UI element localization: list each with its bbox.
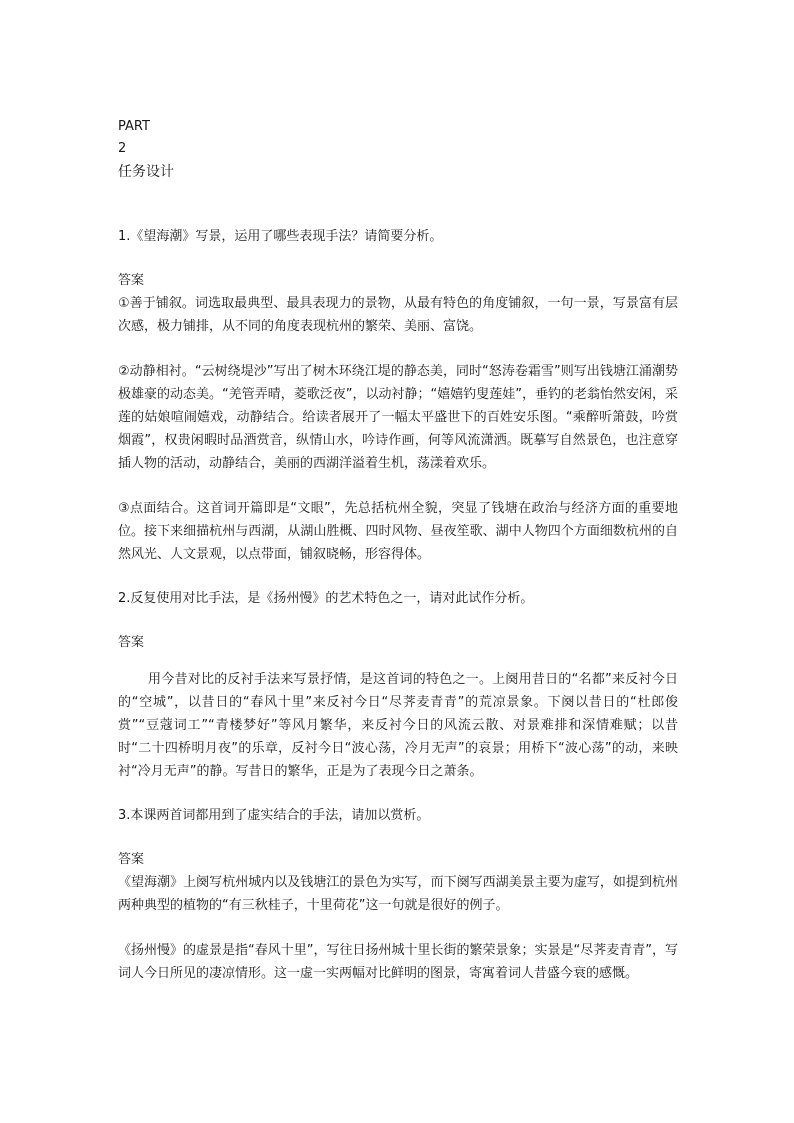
question-block-1	[118, 226, 678, 566]
answer-paragraph: ①善于铺叙。词选取最典型、最具表现力的景物，从最有特色的角度铺叙，一句一景，写景富有层次感，极力铺排，从不同的角度表现杭州的繁荣、美丽、富饶。	[118, 296, 678, 334]
answer-label: 答案	[118, 635, 145, 650]
answer-paragraph: ③点面结合。这首词开篇即是“文眼”，先总括杭州全貌，突显了钱塘在政治与经济方面的重要地位。接下来细描杭州与西湖，从湖山胜概、四时风物、昼夜笙歌、湖中人物四个方面细数杭州的自然风光、人文景观，以点带面，铺叙晓畅，形容得体。	[118, 501, 678, 562]
document-page	[118, 116, 678, 985]
answer-paragraph: 用今昔对比的反衬手法来写景抒情，是这首词的特色之一。上阕用昔日的“名都”来反衬今日的“空城”，以昔日的“春风十里”来反衬今日“尽荠麦青青”的荒凉景象。下阕以昔日的“杜郎俊赏”“豆蔻词工”“青楼梦好”等风月繁华，来反衬今日的风流云散、对景难排和深情难赋；以昔时“二十四桥明月夜”的乐章，反衬今日“波心荡，冷月无声”的哀景；用桥下“波心荡”的动，来映衬“冷月无声”的静。写昔日的繁华，正是为了表现今日之萧条。	[118, 672, 678, 779]
part-number: 2	[118, 141, 127, 156]
part-label: PART	[118, 119, 150, 134]
question-text: 3.本课两首词都用到了虚实结合的手法，请加以赏析。	[118, 808, 430, 823]
section-title: 任务设计	[118, 164, 174, 180]
answer-paragraph: 《望海潮》上阕写杭州城内以及钱塘江的景色为实写，而下阕写西湖美景主要为虚写，如提到杭州两种典型的植物的“有三秋桂子，十里荷花”这一句就是很好的例子。	[118, 875, 678, 913]
answer-paragraph: ②动静相衬。“云树绕堤沙”写出了树木环绕江堤的静态美，同时“怒涛卷霜雪”则写出钱塘江涌潮势极雄豪的动态美。“羌管弄晴，菱歌泛夜”，以动衬静；“嬉嬉钓叟莲娃”，垂钓的老翁怡然安闲，采莲的姑娘喧闹嬉戏，动静结合。给读者展开了一幅太平盛世下的百姓安乐图。“乘醉听箫鼓，吟赏烟霞”，权贵闲暇时品酒赏音，纵情山水，吟诗作画，何等风流潇洒。既摹写自然景色，也注意穿插人物的活动，动静结合，美丽的西湖洋溢着生机，荡漾着欢乐。	[118, 364, 678, 471]
question-block-2	[118, 588, 678, 783]
answer-label: 答案	[118, 852, 145, 867]
answer-paragraph: 《扬州慢》的虚景是指“春风十里”，写往日扬州城十里长街的繁荣景象；实景是“尽荠麦青青”，写词人今日所见的凄凉情形。这一虚一实两幅对比鲜明的图景，寄寓着词人昔盛今衰的感慨。	[118, 943, 678, 981]
question-block-3	[118, 805, 678, 985]
question-text: 2.反复使用对比手法，是《扬州慢》的艺术特色之一，请对此试作分析。	[118, 591, 534, 606]
answer-label: 答案	[118, 273, 145, 288]
question-text: 1.《望海潮》写景，运用了哪些表现手法？请简要分析。	[118, 229, 443, 244]
